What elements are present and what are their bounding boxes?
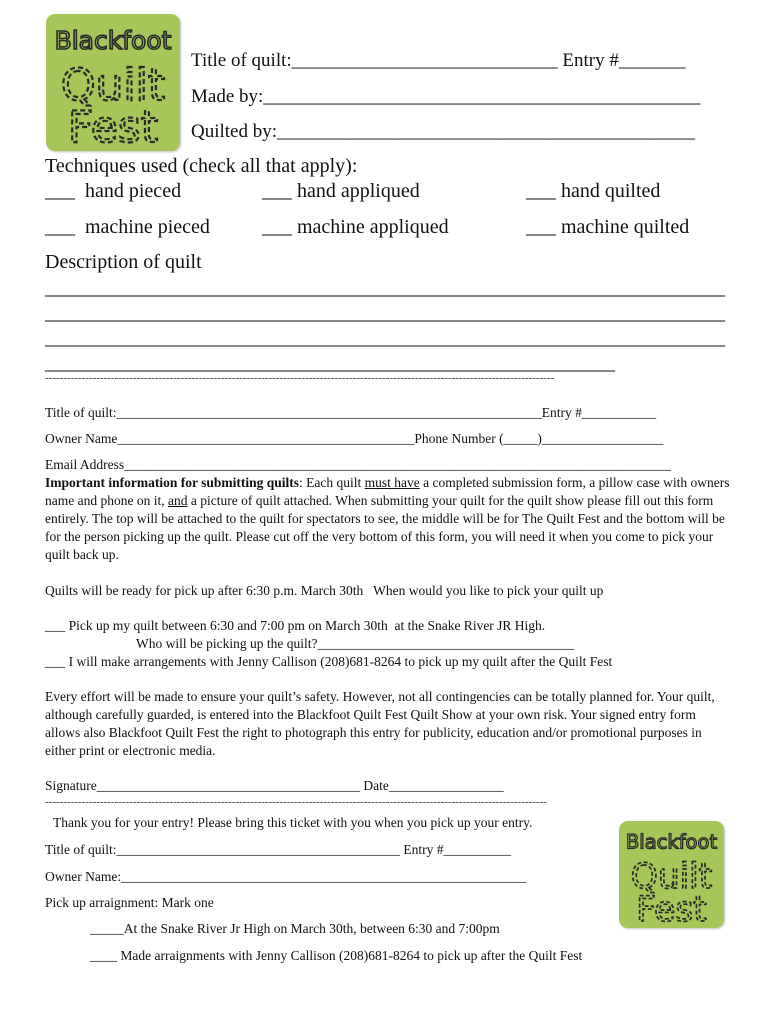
quilt-fest-logo-small (619, 821, 724, 928)
signature-date-field[interactable]: Signature_______________________________________ Date_________________ (45, 778, 504, 793)
important-must-have: must have (364, 475, 420, 490)
logo-small-line-quilt: Quilt (630, 857, 713, 898)
top-quilted-by-field[interactable]: Quilted by:____________________________________________ (191, 121, 696, 142)
description-line-4[interactable]: _________________________________________________________ (45, 352, 615, 374)
cut-line-bottom: ----------------------------------------------------------------------------------------------------------------------------------------- (45, 796, 547, 808)
logo-line-fest: Fest (67, 102, 159, 151)
cut-line-top: ------------------------------------------------------------------------------------------------------------------------------------------- (45, 372, 555, 384)
tech-hand-appliqued-checkbox[interactable]: ___ hand appliqued (262, 180, 420, 202)
description-line-1[interactable]: ____________________________________________________________________ (45, 277, 725, 299)
tech-machine-appliqued-checkbox[interactable]: ___ machine appliqued (262, 216, 449, 238)
ticket-pickup-option-1-checkbox[interactable]: _____At the Snake River Jr High on March 30th, between 6:30 and 7:00pm (90, 921, 500, 936)
middle-owner-phone-field[interactable]: Owner Name____________________________________________Phone Number (_____)__________________ (45, 431, 664, 446)
thank-you-text: Thank you for your entry! Please bring this ticket with you when you pick up your entry. (53, 815, 533, 830)
middle-title-of-quilt-field[interactable]: Title of quilt:_______________________________________________________________Entry #___________ (45, 405, 657, 420)
important-info-label: Important information for submitting quilts (45, 475, 300, 490)
pickup-option-2-checkbox[interactable]: ___ I will make arrangements with Jenny Callison (208)681-8264 to pick up my quilt after the Quilt Fest (45, 654, 613, 669)
tech-hand-quilted-checkbox[interactable]: ___ hand quilted (526, 180, 661, 202)
ready-for-pickup-text: Quilts will be ready for pick up after 6:30 p.m. March 30th When would you like to pick your quilt up (45, 583, 604, 598)
tech-machine-pieced-checkbox[interactable]: ___ machine pieced (45, 216, 210, 238)
important-text-part-1: : Each quilt (299, 475, 365, 490)
who-picking-up-field[interactable]: Who will be picking up the quilt?______________________________________ (136, 636, 574, 651)
description-heading: Description of quilt (45, 251, 202, 273)
quilt-fest-logo-art (46, 14, 180, 151)
pickup-option-1-checkbox[interactable]: ___ Pick up my quilt between 6:30 and 7:00 pm on March 30th at the Snake River JR High. (45, 618, 546, 633)
techniques-heading: Techniques used (check all that apply): (45, 155, 358, 177)
ticket-title-of-quilt-field[interactable]: Title of quilt:__________________________________________ Entry #__________ (45, 842, 512, 857)
important-info-paragraph (45, 474, 730, 564)
top-title-of-quilt-field[interactable]: Title of quilt:____________________________ Entry #_______ (191, 50, 686, 71)
logo-small-line-blackfoot: Blackfoot (625, 830, 718, 854)
important-text-part-3: a picture of quilt attached. When submitting your quilt for the quilt show please fill out this form entirely. The top will be attached to the quilt for spectators to see, the middle will be for The Quilt Fest and the bottom will be for the person picking up the quilt. Please cut off the very bottom of this form, you will need it when you come to pick your quilt back up. (45, 493, 725, 562)
middle-email-field[interactable]: Email Address_________________________________________________________________________________ (45, 457, 671, 472)
important-and: and (167, 493, 188, 508)
logo-line-blackfoot: Blackfoot (54, 26, 172, 55)
quilt-fest-logo-small-art (619, 821, 724, 928)
top-made-by-field[interactable]: Made by:______________________________________________ (191, 86, 701, 107)
tech-hand-pieced-checkbox[interactable]: ___ hand pieced (45, 180, 182, 202)
logo-line-quilt: Quilt (60, 60, 166, 111)
description-line-2[interactable]: ____________________________________________________________________ (45, 302, 725, 324)
pickup-arrangement-heading: Pick up arraignment: Mark one (45, 895, 214, 910)
ticket-owner-name-field[interactable]: Owner Name:____________________________________________________________ (45, 869, 527, 884)
ticket-pickup-option-2-checkbox[interactable]: ____ Made arraignments with Jenny Callison (208)681-8264 to pick up after the Quilt Fest (90, 948, 583, 963)
quilt-fest-logo (46, 14, 180, 151)
tech-machine-quilted-checkbox[interactable]: ___ machine quilted (526, 216, 690, 238)
safety-disclaimer-paragraph: Every effort will be made to ensure your quilt’s safety. However, not all contingencies can be totally planned for. Your quilt, although carefully guarded, is entered into the Blackfoot Quilt Fest Quilt Show at your own risk. Your signed entry form allows also Blackfoot Quilt Fest the right to photograph this entry for publicity, education and/or promotional purposes in either print or electronic media. (45, 689, 715, 758)
description-line-3[interactable]: ____________________________________________________________________ (45, 327, 725, 349)
important-text-part-2: a completed submission form, a pillow case with owners name and phone on it, (45, 475, 730, 508)
logo-small-line-fest: Fest (636, 889, 707, 928)
